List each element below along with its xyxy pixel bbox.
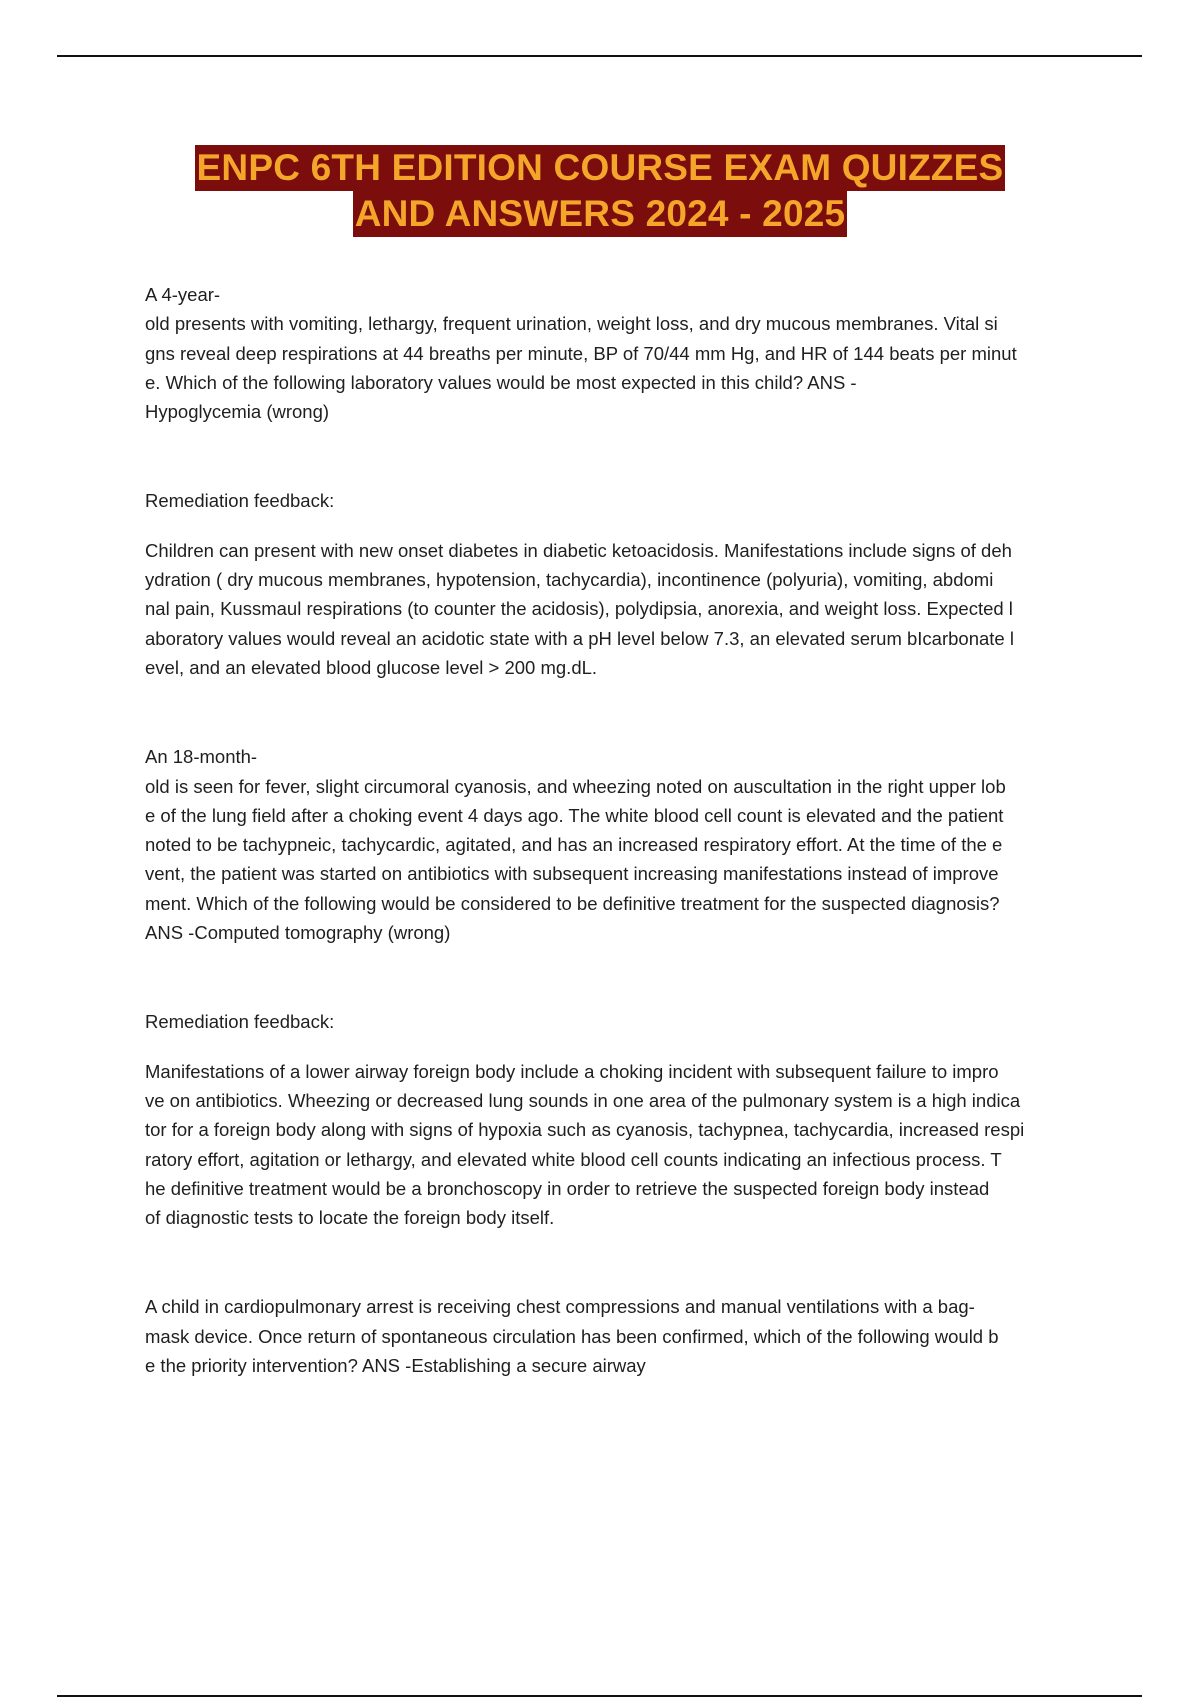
feedback-text: Children can present with new onset diabetes in diabetic ketoacidosis. Manifestations include signs of deh ydration ( dry mucous membranes, hypotension, tachycardia), incontinence (polyuria), vomiting, abdomi nal pain, Kussmaul respirations (to counter the acidosis), polydipsia, anorexia, and weight loss. Expected l aboratory values would reveal an acidotic state with a pH level below 7.3, an elevated serum bIcarbonate l evel, and an elevated blood glucose level > 200 mg.dL.: [145, 539, 1014, 678]
feedback-label: Remediation feedback:: [145, 490, 335, 512]
question-text: A child in cardiopulmonary arrest is receiving chest compressions and manual ventilations with a bag- mask device. Once return of spontaneous circulation has been confirmed, which of the following would b e the priority intervention? ANS -Establishing a secure airway: [145, 1296, 999, 1377]
title-line-2: AND ANSWERS 2024 - 2025: [353, 191, 848, 237]
header-rule: [57, 55, 1142, 57]
title-line-1: ENPC 6TH EDITION COURSE EXAM QUIZZES: [195, 145, 1006, 191]
feedback-label: Remediation feedback:: [145, 1011, 335, 1033]
qa-item-1: [145, 280, 1090, 682]
qa-item-3: [145, 1292, 1090, 1380]
qa-item-2: [145, 742, 1090, 1232]
question-text: An 18-month- old is seen for fever, slight circumoral cyanosis, and wheezing noted on auscultation in the right upper lob e of the lung field after a choking event 4 days ago. The white blood cell count is elevated and the patient noted to be tachypneic, tachycardic, agitated, and has an increased respiratory effort. At the time of the e vent, the patient was started on antibiotics with subsequent increasing manifestations instead of improve ment. Which of the following would be considered to be definitive treatment for the suspected diagnosis? ANS -Computed tomography (wrong): [145, 746, 1006, 944]
footer-rule: [57, 1695, 1142, 1697]
question-text: A 4-year- old presents with vomiting, lethargy, frequent urination, weight loss, and dry mucous membranes. Vital si gns reveal deep respirations at 44 breaths per minute, BP of 70/44 mm Hg, and HR of 144 beats per minut e. Which of the following laboratory values would be most expected in this child? ANS - Hypoglycemia (wrong): [145, 284, 1017, 423]
document-title: [0, 145, 1200, 237]
feedback-text: Manifestations of a lower airway foreign body include a choking incident with subsequent failure to impro ve on antibiotics. Wheezing or decreased lung sounds in one area of the pulmonary system is a high indica tor for a foreign body along with signs of hypoxia such as cyanosis, tachypnea, tachycardia, increased respi ratory effort, agitation or lethargy, and elevated white blood cell counts indicating an infectious process. T he definitive treatment would be a bronchoscopy in order to retrieve the suspected foreign body instead of diagnostic tests to locate the foreign body itself.: [145, 1060, 1025, 1229]
document-body: [145, 280, 1090, 1380]
